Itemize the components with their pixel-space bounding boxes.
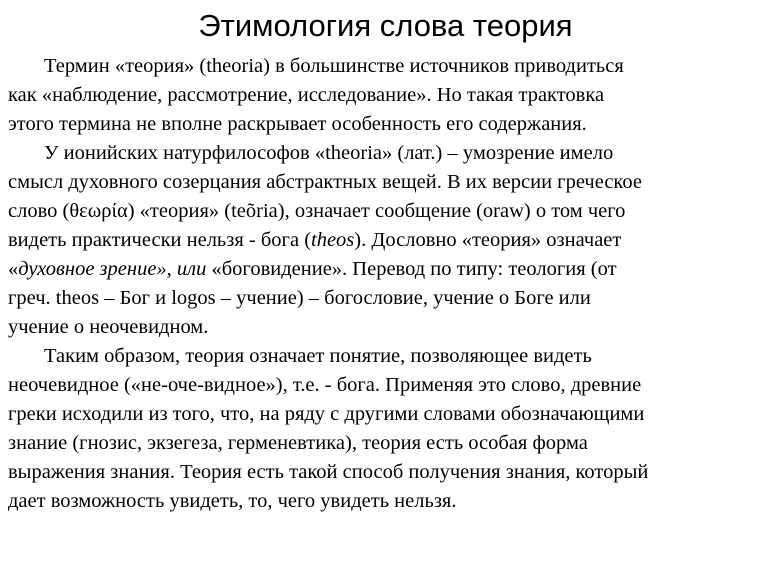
text-segment: слово (θεωρία) «теория» (teõria), означает сообщение (oraw) о том чего <box>8 200 626 222</box>
text-segment: смысл духовного созерцания абстрактных вещей. В их версии греческое <box>8 171 642 193</box>
text-segment: « <box>8 258 19 280</box>
text-line <box>8 52 770 81</box>
text-segment: учение о неочевидном. <box>8 316 209 338</box>
text-segment: неочевидное («не-оче-видное»), т.е. - бога. Применяя это слово, древние <box>8 374 642 396</box>
text-segment: У ионийских натурфилософов «theoria» (лат.) – умозрение имело <box>44 142 614 164</box>
text-line <box>8 371 770 400</box>
text-segment: Таким образом, теория означает понятие, позволяющее видеть <box>44 345 592 367</box>
text-segment: этого термина не вполне раскрывает особенность его содержания. <box>8 113 587 135</box>
text-line <box>8 110 770 139</box>
text-line <box>8 81 770 110</box>
text-line <box>8 197 770 226</box>
text-line <box>8 313 770 342</box>
text-segment: греч. theos – Бог и logos – учение) – богословие, учение о Боге или <box>8 287 591 309</box>
text-line <box>8 400 770 429</box>
text-line <box>8 284 770 313</box>
text-line <box>8 458 770 487</box>
text-line <box>8 226 770 255</box>
text-line <box>8 429 770 458</box>
text-segment: дает возможность увидеть, то, чего увидеть нельзя. <box>8 490 457 512</box>
text-segment: как «наблюдение, рассмотрение, исследование». Но такая трактовка <box>8 84 605 106</box>
italic-text-segment: theos <box>311 229 355 251</box>
slide-title: Этимология слова теория <box>198 8 573 43</box>
text-line <box>8 168 770 197</box>
text-line <box>8 342 770 371</box>
text-segment: знание (гнозис, экзегеза, герменевтика), теория есть особая форма <box>8 432 588 454</box>
text-segment: греки исходили из того, что, на ряду с другими словами обозначающими <box>8 403 645 425</box>
slide-body-text <box>8 52 770 516</box>
text-line <box>8 255 770 284</box>
text-segment: выражения знания. Теория есть такой способ получения знания, который <box>8 461 649 483</box>
text-segment: ). Дословно «теория» означает <box>354 229 622 251</box>
italic-text-segment: духовное зрение», или <box>18 258 207 280</box>
text-line <box>8 487 770 516</box>
text-segment: видеть практически нельзя - бога ( <box>8 229 312 251</box>
text-line <box>8 139 770 168</box>
text-segment: Термин «теория» (theoria) в большинстве источников приводиться <box>44 55 624 77</box>
text-segment: «боговидение». Перевод по типу: теология (от <box>206 258 617 280</box>
